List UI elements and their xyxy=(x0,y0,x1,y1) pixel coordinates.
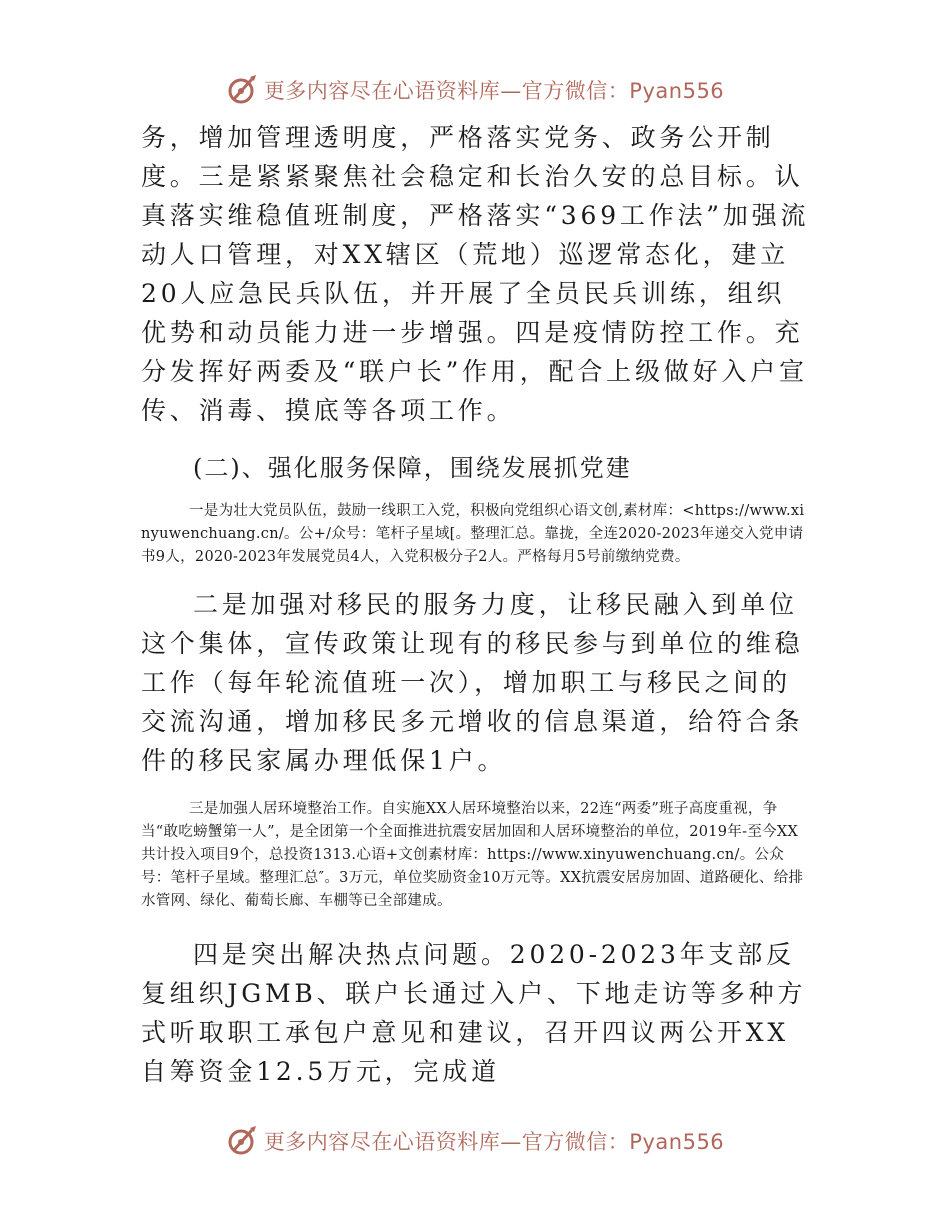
paragraph-party-members: 一是为壮大党员队伍，鼓励一线职工入党，积极向党组织心语文创,素材库：<https://www.xinyuwenchuang.cn/。公+/众号：笔杆子星域[。整理汇总。靠拢，全连2020-2023年递交入党申请书9人，2020-2023年发展党员4人，入党积极分子2人。严格每月5号前缴纳党费。 xyxy=(141,503,805,565)
watermark-text: 更多内容尽在心语资料库—官方微信：Pyan556 xyxy=(263,1130,725,1154)
paragraph-continuation: 务，增加管理透明度，严格落实党务、政务公开制度。三是紧紧聚焦社会稳定和长治久安的总目标。认真落实维稳值班制度，严格落实“369工作法”加强流动人口管理，对XX辖区（荒地）巡逻常态化，建立20人应急民兵队伍，并开展了全员民兵训练，组织优势和动员能力进一步增强。四是疫情防控工作。充分发挥好两委及“联户长”作用，配合上级做好入户宣传、消毒、摸底等各项工作。 xyxy=(141,123,810,425)
paragraph-migrants: 二是加强对移民的服务力度，让移民融入到单位这个集体，宣传政策让现有的移民参与到单位的维稳工作（每年轮流值班一次），增加职工与移民之间的交流沟通，增加移民多元增收的信息渠道，给符合条件的移民家属办理低保1户。 xyxy=(141,590,804,775)
pen-logo-icon xyxy=(226,73,260,107)
section-heading: (二)、强化服务保障，围绕发展抓党建 xyxy=(193,454,632,482)
watermark-text: 更多内容尽在心语资料库—官方微信：Pyan556 xyxy=(263,79,725,103)
paragraph-living-environment: 三是加强人居环境整治工作。自实施XX人居环境整治以来，22连“两委”班子高度重视，争当“敢吃螃蟹第一人”，是全团第一个全面推进抗震安居加固和人居环境整治的单位，2019年-至今XX共计投入项目9个，总投资1313.心语+文创素材库：https://www.xinyuwenchuang.cn/。公众号：笔杆子星域。整理汇总″。3万元，单位奖励资金10万元等。XX抗震安居房加固、道路硬化、给排水管网、绿化、葡萄长廊、车棚等已全部建成。 xyxy=(141,801,804,909)
document-body xyxy=(141,118,811,1091)
watermark-footer xyxy=(0,1124,950,1158)
paragraph-hot-issues: 四是突出解决热点问题。2020-2023年支部反复组织JGMB、联户长通过入户、下地走访等多种方式听取职工承包户意见和建议，召开四议两公开XX自筹资金12.5万元，完成道 xyxy=(141,940,807,1086)
pen-logo-icon xyxy=(226,1124,260,1158)
watermark-header xyxy=(0,73,950,107)
